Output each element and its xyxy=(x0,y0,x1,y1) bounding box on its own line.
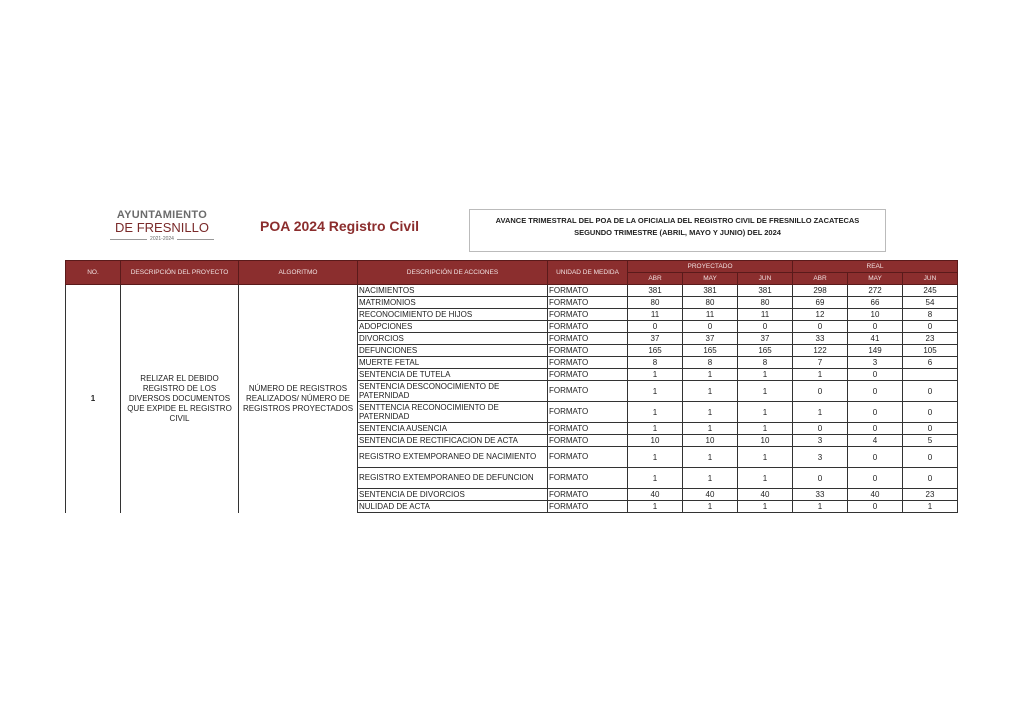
header-proyecto: DESCRIPCIÓN DEL PROYECTO xyxy=(121,261,239,285)
projected-value: 1 xyxy=(683,423,738,435)
projected-value: 11 xyxy=(628,309,683,321)
real-value: 1 xyxy=(793,369,848,381)
projected-value: 80 xyxy=(683,297,738,309)
real-value: 3 xyxy=(848,357,903,369)
unit: FORMATO xyxy=(548,423,628,435)
page-title: POA 2024 Registro Civil xyxy=(260,218,419,234)
projected-value: 1 xyxy=(738,468,793,489)
report-heading-line1: AVANCE TRIMESTRAL DEL POA DE LA OFICIALIA DEL REGISTRO CIVIL DE FRESNILLO ZACATECAS xyxy=(495,216,860,225)
logo-years-text: 2021-2024 xyxy=(150,236,174,242)
action-description: REGISTRO EXTEMPORANEO DE DEFUNCION xyxy=(358,468,548,489)
unit: FORMATO xyxy=(548,285,628,297)
projected-value: 80 xyxy=(628,297,683,309)
real-value: 0 xyxy=(793,423,848,435)
projected-value: 40 xyxy=(628,489,683,501)
real-value: 33 xyxy=(793,333,848,345)
unit: FORMATO xyxy=(548,345,628,357)
header-month: ABR xyxy=(793,273,848,285)
projected-value: 1 xyxy=(628,501,683,513)
real-value: 6 xyxy=(903,357,958,369)
projected-value: 11 xyxy=(683,309,738,321)
projected-value: 1 xyxy=(628,402,683,423)
logo-years xyxy=(110,236,214,242)
projected-value: 381 xyxy=(683,285,738,297)
unit: FORMATO xyxy=(548,381,628,402)
poa-table xyxy=(65,260,958,513)
real-value: 122 xyxy=(793,345,848,357)
real-value: 0 xyxy=(903,402,958,423)
real-value: 1 xyxy=(903,501,958,513)
unit: FORMATO xyxy=(548,468,628,489)
real-value: 245 xyxy=(903,285,958,297)
real-value xyxy=(903,369,958,381)
real-value: 1 xyxy=(793,501,848,513)
projected-value: 381 xyxy=(628,285,683,297)
unit: FORMATO xyxy=(548,402,628,423)
action-description: DEFUNCIONES xyxy=(358,345,548,357)
unit: FORMATO xyxy=(548,501,628,513)
projected-value: 165 xyxy=(628,345,683,357)
projected-value: 1 xyxy=(738,402,793,423)
real-value: 4 xyxy=(848,435,903,447)
action-description: SENTENCIA DE TUTELA xyxy=(358,369,548,381)
real-value: 23 xyxy=(903,333,958,345)
project-algorithm: NÚMERO DE REGISTROS REALIZADOS/ NÚMERO DE REGISTROS PROYECTADOS xyxy=(239,285,358,513)
ayuntamiento-logo xyxy=(110,210,214,242)
report-heading-line2: SEGUNDO TRIMESTRE (ABRIL, MAYO Y JUNIO) DEL 2024 xyxy=(574,228,781,237)
real-value: 0 xyxy=(903,423,958,435)
header-proyectado: PROYECTADO xyxy=(628,261,793,273)
logo-line1: AYUNTAMIENTO xyxy=(116,209,208,221)
projected-value: 0 xyxy=(738,321,793,333)
real-value: 0 xyxy=(903,381,958,402)
projected-value: 1 xyxy=(738,369,793,381)
real-value: 1 xyxy=(793,402,848,423)
action-description: NACIMIENTOS xyxy=(358,285,548,297)
unit: FORMATO xyxy=(548,447,628,468)
action-description: ADOPCIONES xyxy=(358,321,548,333)
projected-value: 10 xyxy=(628,435,683,447)
projected-value: 1 xyxy=(628,468,683,489)
header-month: MAY xyxy=(848,273,903,285)
action-description: MATRIMONIOS xyxy=(358,297,548,309)
project-description: RELIZAR EL DEBIDO REGISTRO DE LOS DIVERSOS DOCUMENTOS QUE EXPIDE EL REGISTRO CIVIL xyxy=(121,285,239,513)
projected-value: 80 xyxy=(738,297,793,309)
real-value: 0 xyxy=(848,321,903,333)
projected-value: 37 xyxy=(683,333,738,345)
projected-value: 1 xyxy=(738,423,793,435)
projected-value: 1 xyxy=(628,423,683,435)
projected-value: 37 xyxy=(628,333,683,345)
projected-value: 1 xyxy=(683,447,738,468)
action-description: DIVORCIOS xyxy=(358,333,548,345)
header-algoritmo: ALGORITMO xyxy=(239,261,358,285)
real-value: 0 xyxy=(848,369,903,381)
projected-value: 8 xyxy=(738,357,793,369)
real-value: 69 xyxy=(793,297,848,309)
real-value: 0 xyxy=(903,468,958,489)
projected-value: 1 xyxy=(738,501,793,513)
action-description: SENTENCIA AUSENCIA xyxy=(358,423,548,435)
header-no: NO. xyxy=(66,261,121,285)
projected-value: 0 xyxy=(628,321,683,333)
header-acciones: DESCRIPCIÓN DE ACCIONES xyxy=(358,261,548,285)
action-description: MUERTE FETAL xyxy=(358,357,548,369)
projected-value: 40 xyxy=(683,489,738,501)
projected-value: 1 xyxy=(683,402,738,423)
real-value: 272 xyxy=(848,285,903,297)
unit: FORMATO xyxy=(548,435,628,447)
projected-value: 11 xyxy=(738,309,793,321)
projected-value: 1 xyxy=(738,447,793,468)
real-value: 23 xyxy=(903,489,958,501)
real-value: 0 xyxy=(848,381,903,402)
real-value: 0 xyxy=(848,501,903,513)
unit: FORMATO xyxy=(548,297,628,309)
projected-value: 8 xyxy=(628,357,683,369)
projected-value: 1 xyxy=(628,447,683,468)
action-description: SENTENCIA DE DIVORCIOS xyxy=(358,489,548,501)
projected-value: 381 xyxy=(738,285,793,297)
unit: FORMATO xyxy=(548,357,628,369)
logo-line2: DE FRESNILLO xyxy=(115,220,209,235)
projected-value: 40 xyxy=(738,489,793,501)
real-value: 10 xyxy=(848,309,903,321)
real-value: 7 xyxy=(793,357,848,369)
real-value: 3 xyxy=(793,435,848,447)
projected-value: 165 xyxy=(683,345,738,357)
real-value: 0 xyxy=(848,423,903,435)
header-month: MAY xyxy=(683,273,738,285)
report-heading-box xyxy=(469,209,886,252)
projected-value: 1 xyxy=(628,369,683,381)
header-unidad: UNIDAD DE MEDIDA xyxy=(548,261,628,285)
real-value: 0 xyxy=(848,402,903,423)
projected-value: 0 xyxy=(683,321,738,333)
unit: FORMATO xyxy=(548,369,628,381)
real-value: 3 xyxy=(793,447,848,468)
projected-value: 1 xyxy=(683,381,738,402)
real-value: 149 xyxy=(848,345,903,357)
real-value: 41 xyxy=(848,333,903,345)
real-value: 0 xyxy=(848,468,903,489)
projected-value: 1 xyxy=(683,501,738,513)
projected-value: 1 xyxy=(683,468,738,489)
unit: FORMATO xyxy=(548,333,628,345)
unit: FORMATO xyxy=(548,321,628,333)
action-description: SENTENCIA DE RECTIFICACION DE ACTA xyxy=(358,435,548,447)
projected-value: 10 xyxy=(738,435,793,447)
projected-value: 1 xyxy=(628,381,683,402)
projected-value: 8 xyxy=(683,357,738,369)
real-value: 0 xyxy=(903,447,958,468)
real-value: 33 xyxy=(793,489,848,501)
real-value: 0 xyxy=(903,321,958,333)
action-description: RECONOCIMIENTO DE HIJOS xyxy=(358,309,548,321)
action-description: NULIDAD DE ACTA xyxy=(358,501,548,513)
projected-value: 37 xyxy=(738,333,793,345)
real-value: 40 xyxy=(848,489,903,501)
real-value: 105 xyxy=(903,345,958,357)
action-description: REGISTRO EXTEMPORANEO DE NACIMIENTO xyxy=(358,447,548,468)
header-real: REAL xyxy=(793,261,958,273)
header-month: JUN xyxy=(903,273,958,285)
real-value: 0 xyxy=(848,447,903,468)
projected-value: 10 xyxy=(683,435,738,447)
project-number: 1 xyxy=(66,285,121,513)
real-value: 54 xyxy=(903,297,958,309)
real-value: 0 xyxy=(793,468,848,489)
projected-value: 165 xyxy=(738,345,793,357)
table-row xyxy=(66,285,958,297)
action-description: SENTENCIA DESCONOCIMIENTO DE PATERNIDAD xyxy=(358,381,548,402)
real-value: 0 xyxy=(793,321,848,333)
real-value: 8 xyxy=(903,309,958,321)
unit: FORMATO xyxy=(548,309,628,321)
real-value: 5 xyxy=(903,435,958,447)
projected-value: 1 xyxy=(683,369,738,381)
real-value: 12 xyxy=(793,309,848,321)
real-value: 298 xyxy=(793,285,848,297)
action-description: SENTTENCIA RECONOCIMIENTO DE PATERNIDAD xyxy=(358,402,548,423)
projected-value: 1 xyxy=(738,381,793,402)
unit: FORMATO xyxy=(548,489,628,501)
header-month: JUN xyxy=(738,273,793,285)
header-month: ABR xyxy=(628,273,683,285)
real-value: 66 xyxy=(848,297,903,309)
real-value: 0 xyxy=(793,381,848,402)
